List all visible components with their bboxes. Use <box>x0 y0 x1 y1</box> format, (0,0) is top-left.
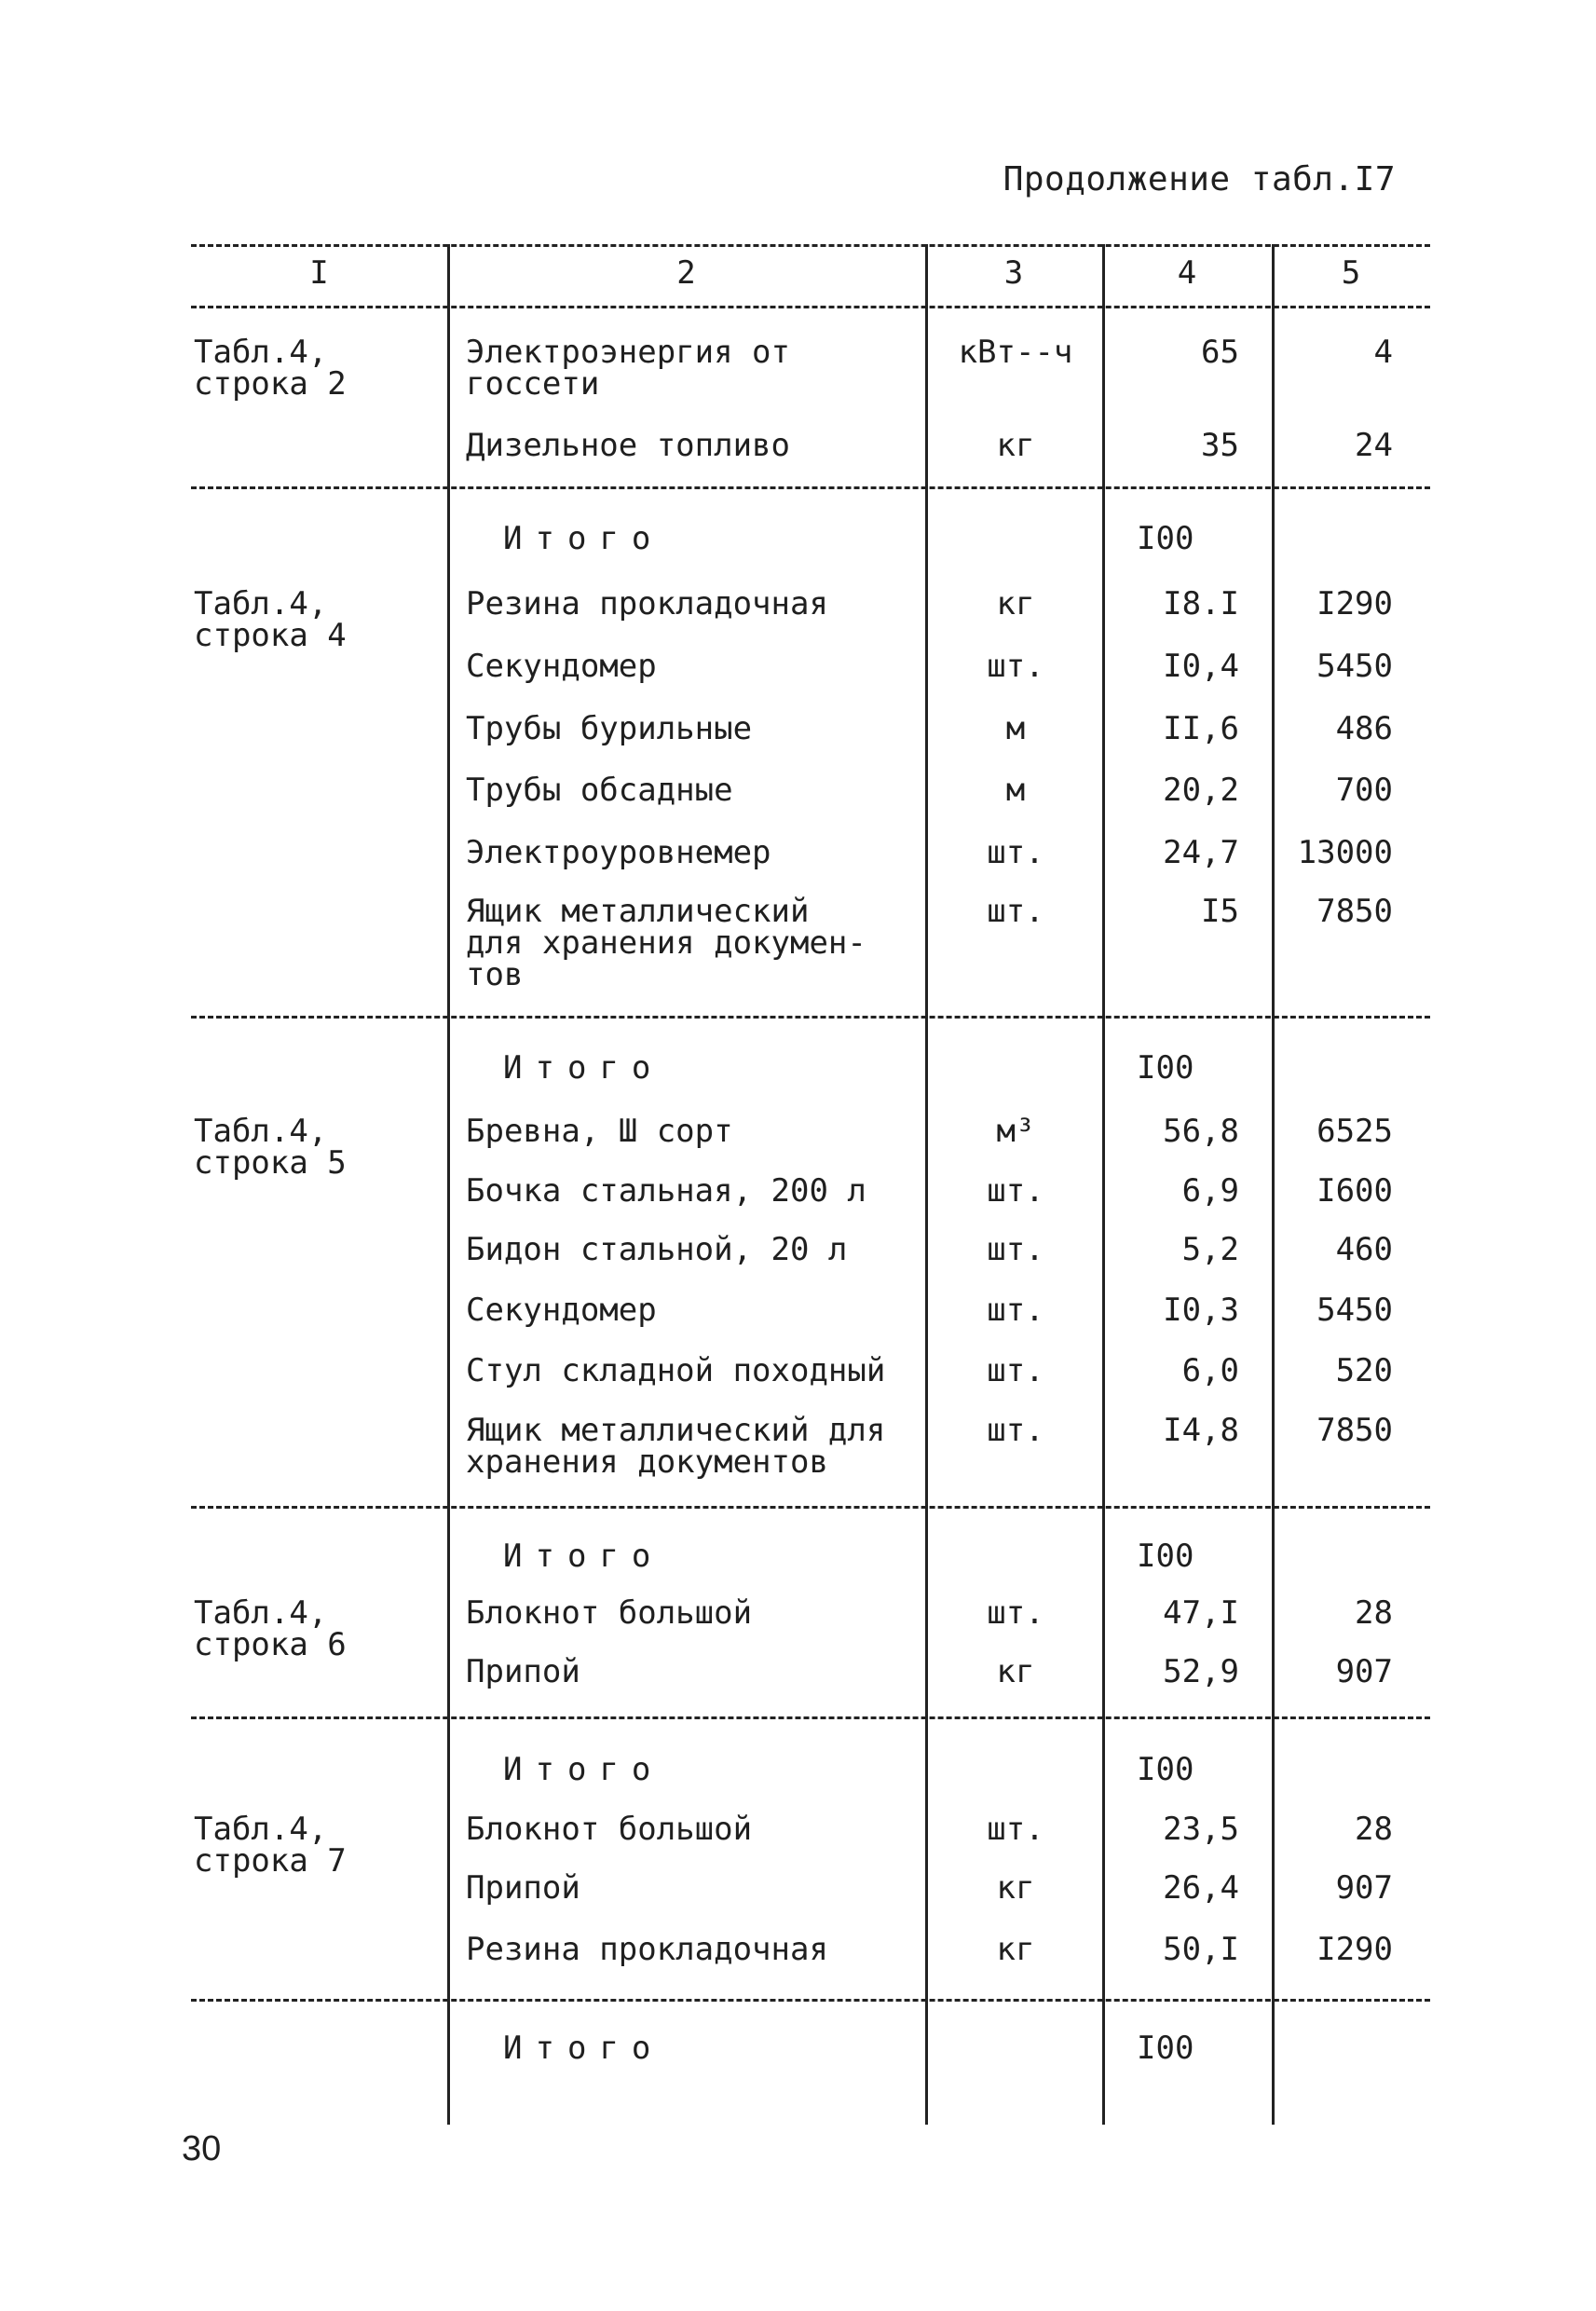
group-separator <box>191 486 1430 489</box>
item-name: Электроуровнемер <box>466 834 771 871</box>
item-price: 7850 <box>1316 893 1393 930</box>
group-reference: строка 5 <box>194 1144 347 1182</box>
item-price: I600 <box>1316 1172 1393 1210</box>
group-reference: Табл.4, <box>194 1113 328 1150</box>
item-name: тов <box>466 956 524 993</box>
total-share: I00 <box>1137 2030 1194 2067</box>
item-unit: шт. <box>987 1594 1044 1632</box>
item-unit: м³ <box>996 1113 1035 1150</box>
item-share: 5,2 <box>1181 1231 1239 1268</box>
item-name: для хранения докумен- <box>466 924 866 962</box>
item-share: 50,I <box>1163 1931 1239 1968</box>
item-unit: м <box>1005 772 1026 809</box>
item-unit: шт. <box>987 1352 1044 1389</box>
item-name: Трубы бурильные <box>466 710 753 747</box>
item-share: I0,3 <box>1163 1292 1239 1329</box>
item-name: Секундомер <box>466 1292 657 1329</box>
item-share: 52,9 <box>1163 1653 1239 1690</box>
item-unit: шт. <box>987 834 1044 871</box>
item-name: хранения документов <box>466 1443 828 1481</box>
item-price: 520 <box>1335 1352 1393 1389</box>
column-header-1: I <box>309 254 329 292</box>
item-share: 23,5 <box>1163 1811 1239 1848</box>
total-share: I00 <box>1137 1049 1194 1087</box>
item-unit: шт. <box>987 648 1044 685</box>
item-price: 907 <box>1335 1653 1393 1690</box>
item-name: Припой <box>466 1653 580 1690</box>
column-header-3: 3 <box>1003 254 1024 292</box>
item-unit: кг <box>996 1931 1035 1968</box>
item-price: 5450 <box>1316 1292 1393 1329</box>
column-header-2: 2 <box>676 254 696 292</box>
item-price: I290 <box>1316 1931 1393 1968</box>
item-unit: кг <box>996 585 1035 622</box>
item-price: 907 <box>1335 1869 1393 1907</box>
table-top-rule <box>191 244 1430 247</box>
item-name: Блокнот большой <box>466 1811 753 1848</box>
item-name: Бидон стальной, 20 л <box>466 1231 848 1268</box>
total-share: I00 <box>1137 1538 1194 1575</box>
item-unit: шт. <box>987 1412 1044 1449</box>
item-name: Резина прокладочная <box>466 585 828 622</box>
group-reference: Табл.4, <box>194 334 328 371</box>
item-price: 486 <box>1335 710 1393 747</box>
item-unit: шт. <box>987 1292 1044 1329</box>
total-label: Итого <box>503 1049 664 1087</box>
item-price: 13000 <box>1297 834 1393 871</box>
item-share: II,6 <box>1163 710 1239 747</box>
item-name: Ящик металлический для <box>466 1412 886 1449</box>
group-separator <box>191 1506 1430 1509</box>
item-price: 28 <box>1355 1811 1393 1848</box>
item-share: 6,9 <box>1181 1172 1239 1210</box>
item-share: 24,7 <box>1163 834 1239 871</box>
item-unit: м <box>1005 710 1026 747</box>
page-number: 30 <box>182 2129 222 2168</box>
item-price: 6525 <box>1316 1113 1393 1150</box>
item-unit: кг <box>996 1653 1035 1690</box>
item-name: Секундомер <box>466 648 657 685</box>
total-label: Итого <box>503 1538 664 1575</box>
item-unit: шт. <box>987 1811 1044 1848</box>
total-share: I00 <box>1137 1751 1194 1788</box>
item-share: 65 <box>1201 334 1239 371</box>
item-share: 56,8 <box>1163 1113 1239 1150</box>
item-price: 460 <box>1335 1231 1393 1268</box>
item-share: I5 <box>1201 893 1239 930</box>
item-share: I4,8 <box>1163 1412 1239 1449</box>
column-rule-4 <box>1272 244 1275 2125</box>
item-name: Стул складной походный <box>466 1352 886 1389</box>
group-reference: Табл.4, <box>194 585 328 622</box>
item-price: 28 <box>1355 1594 1393 1632</box>
item-unit: кг <box>996 427 1035 464</box>
group-reference: строка 2 <box>194 365 347 403</box>
column-rule-3 <box>1102 244 1105 2125</box>
group-reference: строка 6 <box>194 1626 347 1663</box>
item-name: Электроэнергия от <box>466 334 790 371</box>
item-name: госсети <box>466 365 600 403</box>
group-reference: строка 4 <box>194 617 347 654</box>
item-share: 6,0 <box>1181 1352 1239 1389</box>
item-name: Резина прокладочная <box>466 1931 828 1968</box>
total-label: Итого <box>503 2030 664 2067</box>
header-bottom-rule <box>191 306 1430 308</box>
column-header-4: 4 <box>1177 254 1197 292</box>
item-price: 24 <box>1355 427 1393 464</box>
item-name: Бочка стальная, 200 л <box>466 1172 866 1210</box>
item-price: 7850 <box>1316 1412 1393 1449</box>
table-continuation-title: Продолжение табл.I7 <box>1003 160 1396 198</box>
item-share: I8.I <box>1163 585 1239 622</box>
group-separator <box>191 1016 1430 1019</box>
group-reference: Табл.4, <box>194 1811 328 1848</box>
item-price: 5450 <box>1316 648 1393 685</box>
item-unit: шт. <box>987 1172 1044 1210</box>
total-share: I00 <box>1137 520 1194 557</box>
item-name: Трубы обсадные <box>466 772 733 809</box>
item-unit: кг <box>996 1869 1035 1907</box>
item-name: Припой <box>466 1869 580 1907</box>
item-unit: кВт--ч <box>958 334 1073 371</box>
item-share: 20,2 <box>1163 772 1239 809</box>
total-label: Итого <box>503 520 664 557</box>
item-name: Дизельное топливо <box>466 427 790 464</box>
item-name: Ящик металлический <box>466 893 810 930</box>
item-price: I290 <box>1316 585 1393 622</box>
item-name: Блокнот большой <box>466 1594 753 1632</box>
item-share: I0,4 <box>1163 648 1239 685</box>
item-share: 35 <box>1201 427 1239 464</box>
item-unit: шт. <box>987 893 1044 930</box>
item-name: Бревна, Ш сорт <box>466 1113 733 1150</box>
column-rule-1 <box>447 244 450 2125</box>
group-reference: строка 7 <box>194 1842 347 1880</box>
item-unit: шт. <box>987 1231 1044 1268</box>
group-separator <box>191 1716 1430 1719</box>
item-share: 47,I <box>1163 1594 1239 1632</box>
item-share: 26,4 <box>1163 1869 1239 1907</box>
group-separator <box>191 1999 1430 2002</box>
group-reference: Табл.4, <box>194 1594 328 1632</box>
column-rule-2 <box>925 244 928 2125</box>
total-label: Итого <box>503 1751 664 1788</box>
column-header-5: 5 <box>1341 254 1361 292</box>
item-price: 4 <box>1373 334 1393 371</box>
item-price: 700 <box>1335 772 1393 809</box>
